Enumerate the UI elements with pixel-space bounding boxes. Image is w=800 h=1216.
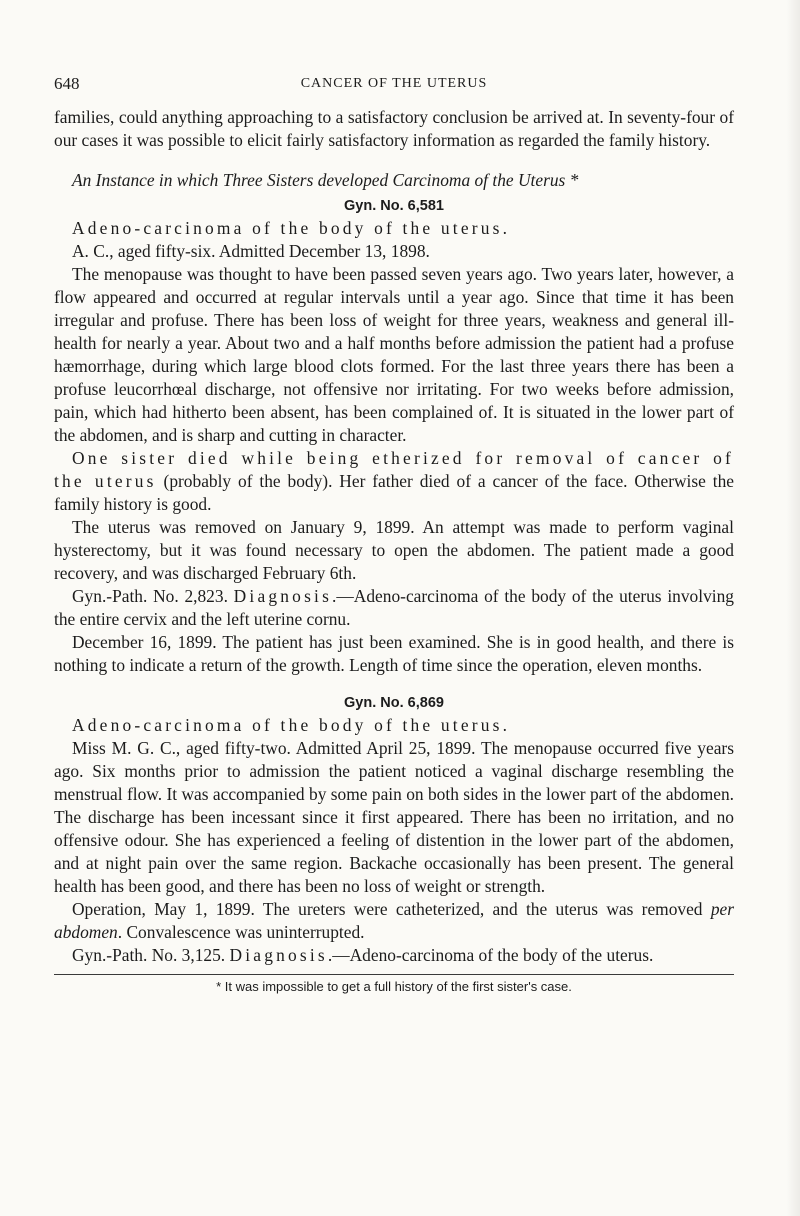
running-title: CANCER OF THE UTERUS bbox=[300, 76, 488, 91]
case-1-family-history-emphasis: One sister died while being etherized for removal of cancer of the uterus bbox=[54, 448, 734, 491]
case-2-diagnosis-text: .—Adeno-carcinoma of the body of the uterus. bbox=[327, 945, 654, 965]
footnote: * It was impossible to get a full history of the first sister's case. bbox=[216, 979, 572, 994]
case-2-pathology bbox=[54, 944, 734, 967]
case-2-diagnosis-label: Diagnosis bbox=[229, 945, 328, 965]
case-1-patient-line: A. C., aged fifty-six. Admitted December 13, 1898. bbox=[72, 241, 430, 261]
case-1-family-history-rest: (probably of the body). Her father died of a cancer of the face. Otherwise the family history is good. bbox=[54, 471, 735, 514]
page-body bbox=[54, 106, 734, 995]
running-head bbox=[54, 74, 734, 98]
case-1-title: Adeno-carcinoma of the body of the uterus. bbox=[72, 218, 511, 238]
case-2-pathology-number: Gyn.-Path. No. 3,125. bbox=[72, 945, 230, 965]
case-1-history: The menopause was thought to have been passed seven years ago. Two years later, however, a flow appeared and occurred at regular intervals until a year ago. Since that time it has been irregular and profuse. There has been loss of weight for three years, weakness and general ill-health for nearly a year. About two and a half months before admission the patient had a profuse hæmorrhage, during which large blood clots formed. For the last three years there has been a profuse leucorrhœal discharge, not offensive nor irritating. For two weeks before admission, pain, which had hitherto been absent, has been complained of. It is situated in the lower part of the abdomen, and is sharp and cutting in character. bbox=[54, 264, 734, 445]
case-2-gyn-number: Gyn. No. 6,869 bbox=[344, 695, 444, 711]
footnote-rule bbox=[54, 974, 734, 975]
case-1-pathology bbox=[54, 585, 734, 631]
case-1-diagnosis-label: Diagnosis bbox=[233, 586, 333, 606]
case-2-operation-suffix: . Convalescence was uninterrupted. bbox=[117, 922, 365, 942]
section-heading: An Instance in which Three Sisters developed Carcinoma of the Uterus * bbox=[72, 170, 579, 190]
case-1-pathology-number: Gyn.-Path. No. 2,823. bbox=[72, 586, 234, 606]
case-1-gyn-number: Gyn. No. 6,581 bbox=[344, 198, 444, 214]
intro-paragraph: families, could anything approaching to a satisfactory conclusion be arrived at. In seventy-four of our cases it was possible to elicit fairly satisfactory information as regarded the family history. bbox=[54, 107, 734, 150]
case-2-operation-italic: per abdomen bbox=[54, 899, 734, 942]
case-2-title: Adeno-carcinoma of the body of the uterus. bbox=[72, 715, 511, 735]
case-1-follow-up: December 16, 1899. The patient has just been examined. She is in good health, and there is nothing to indicate a return of the growth. Length of time since the operation, eleven months. bbox=[54, 632, 734, 675]
case-1-diagnosis-text: .—Adeno-carcinoma of the body of the uterus involving the entire cervix and the left uterine cornu. bbox=[54, 586, 734, 629]
page-edge-shadow bbox=[786, 0, 800, 1216]
page-number: 648 bbox=[54, 74, 80, 93]
case-2-operation-text: Operation, May 1, 1899. The ureters were catheterized, and the uterus was removed bbox=[72, 899, 711, 919]
case-2-history: Miss M. G. C., aged fifty-two. Admitted April 25, 1899. The menopause occurred five years ago. Six months prior to admission the patient noticed a vaginal discharge resembling the menstrual flow. It was accompanied by some pain on both sides in the lower part of the abdomen. The discharge has been incessant since it first appeared. There has been no irritation, and no offensive odour. She has experienced a feeling of distention in the lower part of the abdomen, and at night pain over the same region. Backache occasionally has been present. The general health has been good, and there has been no loss of weight or strength. bbox=[54, 738, 734, 896]
case-2-operation bbox=[54, 898, 734, 944]
case-1-family-history bbox=[54, 447, 734, 516]
case-1-operation: The uterus was removed on January 9, 1899. An attempt was made to perform vaginal hysterectomy, but it was found necessary to open the abdomen. The patient made a good recovery, and was discharged February 6th. bbox=[54, 517, 734, 583]
